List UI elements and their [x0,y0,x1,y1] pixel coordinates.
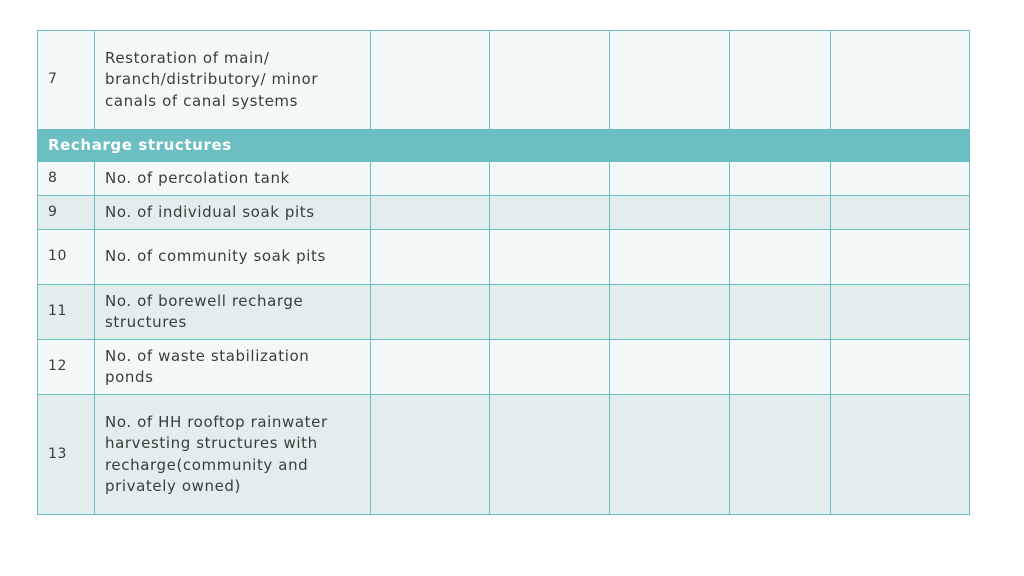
value-cell[interactable] [730,230,831,285]
value-cell[interactable] [371,340,490,395]
value-cell[interactable] [490,31,610,130]
value-cell[interactable] [371,196,490,230]
indicator-table [37,30,970,515]
indicator-table-container [37,30,969,515]
value-cell[interactable] [371,285,490,340]
value-cell[interactable] [831,31,970,130]
value-cell[interactable] [610,230,730,285]
row-number: 13 [38,395,95,515]
row-label: No. of borewell recharge structures [95,285,371,340]
row-number: 11 [38,285,95,340]
value-cell[interactable] [831,285,970,340]
value-cell[interactable] [730,162,831,196]
table-row [38,162,970,196]
value-cell[interactable] [831,196,970,230]
value-cell[interactable] [490,230,610,285]
value-cell[interactable] [490,340,610,395]
table-row [38,196,970,230]
section-header-row [38,130,970,162]
table-row [38,285,970,340]
value-cell[interactable] [371,230,490,285]
value-cell[interactable] [490,196,610,230]
value-cell[interactable] [371,31,490,130]
value-cell[interactable] [831,340,970,395]
row-number: 8 [38,162,95,196]
value-cell[interactable] [730,395,831,515]
row-number: 9 [38,196,95,230]
value-cell[interactable] [610,395,730,515]
value-cell[interactable] [490,285,610,340]
value-cell[interactable] [371,162,490,196]
value-cell[interactable] [610,285,730,340]
row-label: No. of individual soak pits [95,196,371,230]
value-cell[interactable] [610,162,730,196]
value-cell[interactable] [490,162,610,196]
value-cell[interactable] [831,395,970,515]
value-cell[interactable] [610,340,730,395]
value-cell[interactable] [730,196,831,230]
row-label: No. of community soak pits [95,230,371,285]
table-row [38,230,970,285]
value-cell[interactable] [730,340,831,395]
row-label: No. of percolation tank [95,162,371,196]
value-cell[interactable] [730,285,831,340]
table-row [38,395,970,515]
row-label: Restoration of main/ branch/distributory/ minor canals of canal systems [95,31,371,130]
row-label: No. of HH rooftop rainwater harvesting structures with recharge(community and privately owned) [95,395,371,515]
value-cell[interactable] [610,31,730,130]
value-cell[interactable] [610,196,730,230]
value-cell[interactable] [730,31,831,130]
row-label: No. of waste stabilization ponds [95,340,371,395]
row-number: 12 [38,340,95,395]
table-row [38,31,970,130]
row-number: 10 [38,230,95,285]
row-number: 7 [38,31,95,130]
section-title: Recharge structures [38,130,970,162]
value-cell[interactable] [490,395,610,515]
table-row [38,340,970,395]
value-cell[interactable] [831,230,970,285]
value-cell[interactable] [371,395,490,515]
value-cell[interactable] [831,162,970,196]
